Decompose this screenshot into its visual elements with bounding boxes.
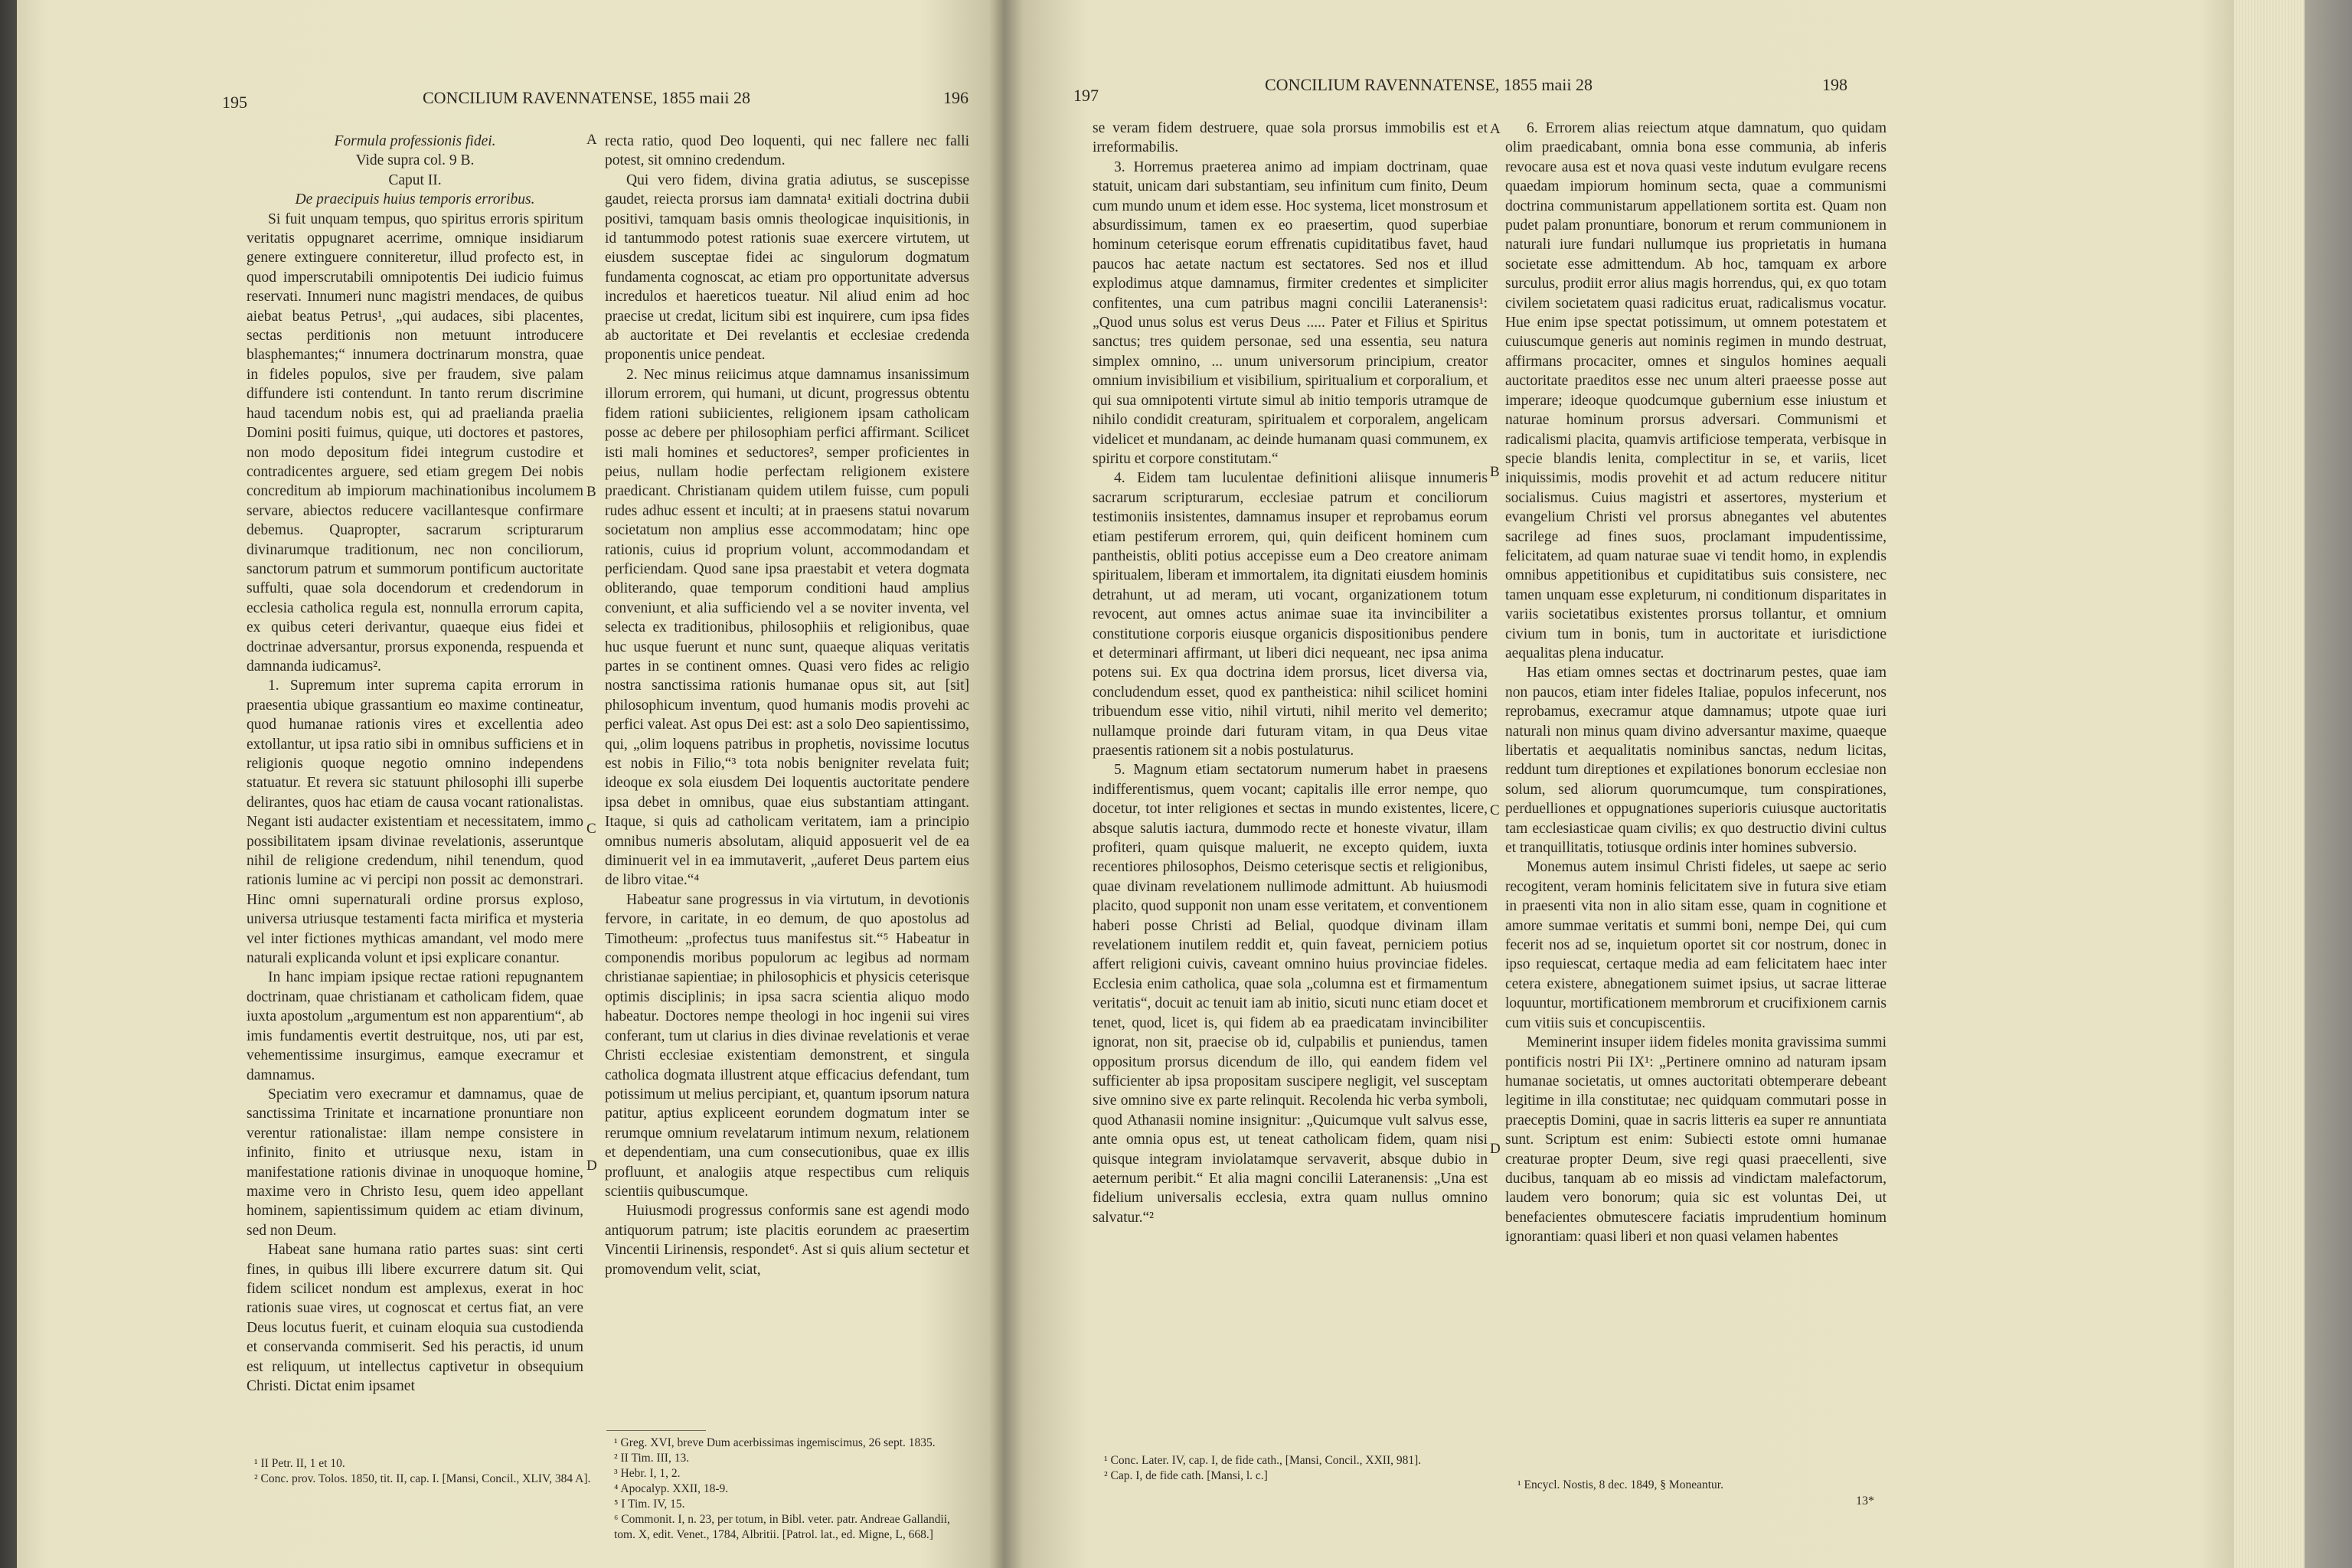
right-page-column-2	[1505, 119, 1886, 1247]
paragraph: Has etiam omnes sectas et doctrinarum pestes, quae iam non paucos, etiam inter fideles Italiae, populos infecerunt, nos reprobamus, execramur atque damnamus; utpote quae iuri naturali non minus quam divino adversantur maxime, quaeque libertatis et aequalitatis nominibus sanctas, nedum licitas, reddunt tum direptiones et expilationes bonorum ecclesiae non solum, sed aliorum quorumcumque, tum conspirationes, perduelliones et oppugnationes superioris cuiusque auctoritatis tam ecclesiasticae quam civilis; ex quo destructio divini cultus et tranquillitatis, totiusque ordinis inter homines subversio.	[1505, 665, 1886, 857]
page-number-197: 197	[1073, 86, 1099, 105]
footnote: ² Cap. I, de fide cath. [Mansi, l. c.]	[1104, 1469, 1268, 1482]
paragraph: recta ratio, quod Deo loquenti, qui nec fallere nec falli potest, sit omnino credendum.	[605, 133, 969, 169]
paragraph: 4. Eidem tam luculentae definitioni aliisque innumeris sacrarum scripturarum, ecclesiae patrum et conciliorum testimoniis insistentes, damnamus insuper et reprobamus eorum etiam pestiferum errorem, qui, quin deificent hominem cum pantheistis, obliti potius accepisse eum a Deo creatore animam spiritualem, liberam et immortalem, ita dignitati eiusdem hominis detrahunt, ut ad meram, uti vocant, organizationem totum revocent, aut omnes actus animae suae ita invincibiliter a constitutione corporis eiusque organicis dispositionibus pendere et determinari affirmant, ut liberi dici nequeant, nec ipsa anima potens sui. Ex qua doctrina idem prorsus, licet diversa via, concludendum esset, quod ex pantheistica: nihil scilicet homini tribuendum esse vitio, nihil virtuti, nihil merito vel demerito; nullamque proinde dari futuram vitam, in qua Deus vitae praesentis rationem sit a nobis postulaturus.	[1093, 470, 1488, 759]
running-title: CONCILIUM RAVENNATENSE, 1855 maii 28	[1265, 75, 1592, 94]
vide-supra: Vide supra col. 9 B.	[355, 152, 475, 169]
footnote: ¹ Greg. XVI, breve Dum acerbissimas ingemiscimus, 26 sept. 1835.	[614, 1436, 936, 1449]
section-heading: De praecipuis huius temporis erroribus.	[295, 191, 535, 208]
page-number-195: 195	[222, 93, 247, 112]
left-col1-footnotes	[254, 1456, 591, 1487]
paragraph: Monemus autem insimul Christi fideles, ut saepe ac serio recogitent, veram hominis felicitatem sive in futura sive etiam in praesenti vita non in alio sitam esse, quam in cognitione et amore summae veritatis et summi boni, nempe Dei, qui cum fecerit nos ad se, inquietum oportet sit cor nostrum, donec in ipso requiescat, certaque media ad eam felicitatem haec inter cetera existere, abnegationem suimet ipsius, ut sacrae litterae loquuntur, mortificationem membrorum et crucifixionem carnis cum vitiis suis et concupiscentiis.	[1505, 859, 1886, 1031]
paragraph: se veram fidem destruere, quae sola prorsus immobilis est et irreformabilis.	[1093, 120, 1488, 156]
caput-heading: Caput II.	[388, 172, 442, 188]
left-col2-footnotes	[614, 1436, 966, 1543]
footnote: ⁴ Apocalyp. XXII, 18-9.	[614, 1482, 729, 1495]
book-edge-shadow	[2305, 0, 2352, 1568]
page-number-198: 198	[1822, 75, 1847, 94]
margin-marker-b: B	[586, 484, 596, 500]
margin-marker-a: A	[586, 132, 597, 148]
paragraph: Qui vero fidem, divina gratia adiutus, se suscepisse gaudet, reiecta prorsus iam damnata¹ exitiali doctrina dubii positivi, tamquam basis omnis theologicae inquisitionis, in id tantummodo potest rationis suae exercere virtutem, ut eiusdem susceptae fidei ac singulorum dogmatum fundamenta cognoscat, ac etiam pro opportunitate adversus incredulos et haereticos tueatur. Nil aliud enim ad hoc praecise ut credat, licitum sibi est inquirere, cum ipsa fides ab auctoritate et Dei revelantis et ecclesiae credenda proponentis unice pendeat.	[605, 172, 969, 364]
paragraph: Speciatim vero execramur et damnamus, quae de sanctissima Trinitate et incarnatione pronuntiare non verentur rationalistae: illam nempe consistere in infinito, finito et utriusque nexu, istam in manifestatione rationis divinae in unoquoque homine, maxime vero in Christo Iesu, quem ideo appellant hominem, sapientissimum quidem ac etiam divinum, sed non Deum.	[247, 1086, 583, 1239]
footnote: ¹ Conc. Later. IV, cap. I, de fide cath., [Mansi, Concil., XXII, 981].	[1104, 1454, 1422, 1467]
paragraph: Habeat sane humana ratio partes suas: sint certi fines, in quibus illi libere excurrere datum sit. Qui fidem scilicet nondum est amplexus, exerat in hoc rationis suae vires, ut cognoscat et certus fiat, an vere Deus locutus fuerit, et cuinam eloquia sua custodienda et conservanda commiserit. Sed his peractis, id unum est reliquum, ut intellectus captivetur in obsequium Christi. Dictat enim ipsamet	[247, 1242, 583, 1394]
paragraph: Meminerint insuper iidem fideles monita gravissima summi pontificis nostri Pii IX¹: „Pertinere omnino ad naturam ipsam humanae societatis, ut omnes auctoritati obtemperare debeant legitime in illa constitutae; nec quidquam commutari posse in praeceptis Domini, quae in sacris litteris ea super re annuntiata sunt. Scriptum est enim: Subiecti estote omni humanae creaturae propter Deum, sive regi quasi praecellenti, sive ducibus, tanquam ab eo missis ad vindictam malefactorum, laudem vero bonorum; quia sic est voluntas Dei, ut benefacientes obmutescere faciatis imprudentium hominum ignorantiam: quasi liberi et non quasi velamen habentes	[1505, 1034, 1886, 1246]
footnote: ⁵ I Tim. IV, 15.	[614, 1498, 685, 1511]
paragraph: 1. Supremum inter suprema capita errorum in praesentia ubique grassantium eo maxime contineatur, quod humanae rationis vires et excellentia adeo extollantur, ut ipsa ratio sibi in omnibus sufficiens et in religionis quoque negotio omnino independens statuatur. Et revera sic statuunt philosophi illi superbe delirantes, quos hac etiam de causa vocant rationalistas. Negant isti audacter existentiam et necessitatem, immo possibilitatem ipsam divinae revelationis, asseruntque nihil de religione credendum, nihil tenendum, quod rationis lumine ac vi percipi non possit ac demonstrari. Hinc omni supernaturali ordine prorsus exploso, universa utriusque testamenti facta mirifica et mysteria vel inter fictiones mythicas amandant, vel modo mere naturali explicanda volunt et ipsi explicare conantur.	[247, 678, 583, 967]
margin-marker-b: B	[1490, 464, 1500, 480]
footnote: ³ Hebr. I, 1, 2.	[614, 1467, 681, 1480]
margin-marker-c: C	[1490, 802, 1500, 818]
footnote: ⁶ Commonit. I, n. 23, per totum, in Bibl. veter. patr. Andreae Gallandii, tom. X, edit. Venet., 1784, Albritii. [Patrol. lat., ed. Migne, L, 668.]	[614, 1513, 950, 1541]
signature-mark: 13*	[1856, 1494, 1874, 1508]
left-page-column-1	[247, 132, 583, 1396]
footnote: ² Conc. prov. Tolos. 1850, tit. II, cap. I. [Mansi, Concil., XLIV, 384 A].	[254, 1472, 591, 1485]
footnote: ² II Tim. III, 13.	[614, 1452, 690, 1465]
margin-marker-c: C	[586, 821, 596, 837]
right-col1-footnotes	[1104, 1453, 1487, 1484]
paragraph: In hanc impiam ipsique rectae rationi repugnantem doctrinam, quae christianam et catholicam fidem, quae iuxta apostolum „argumentum est non apparentium“, ab imis fundamentis evertit destruitque, nos, uti par est, vehementissime insurgimus, eamque execramur et damnamus.	[247, 969, 583, 1083]
margin-marker-a: A	[1490, 121, 1501, 137]
page-number-196: 196	[943, 88, 969, 107]
paragraph: Huiusmodi progressus conformis sane est agendi modo antiquorum patrum; iste placitis eorundem ac praesertim Vincentii Lirinensis, respondet⁶. Ast si quis alium sectetur et promovendum velit, sciat,	[605, 1203, 969, 1278]
paragraph: 6. Errorem alias reiectum atque damnatum, quo quidam olim praedicabant, omnia bona esse communia, ab inferis revocare ausa est et nova quasi veste indutum evulgare recens quaedam impiorum hominum secta, quae a communismi doctrina communistarum appellationem sortita est. Quam non pudet palam pronuntiare, bonorum et rerum communionem in naturali iure fundari nullumque ius proprietatis in humana societate esse admittendum. Ab hoc, tamquam ex arbore surculus, prodiit error alius magis horrendus, qui, ex quo totam civilem societatem quasi radicitus eruat, radicalismus vocatur. Hue enim ipse spectat potissimum, ut omnem potestatem et cuiuscumque generis aut nominis regimen in mundo destruat, affirmans procaciter, omnes et singulos homines aequali auctoritate praeditos esse nec unum alteri praeesse posse aut imperare; ideoque quodcumque gubernium esse iniustum et naturae hominum prorsus adversari. Communismi et radicalismi placita, quamvis artificiose temperata, verbisque in specie blandis lenita, complectitur in se, et variis, licet iniquissimis, modis provehit et ad actum reducere nititur socialismus. Cuius magistri et assertores, mysterium et evangelium Christi vel prorsus abnegantes vel abutentes sacrilege ad fines suos, proclamant impudentissime, felicitatem, ad quam naturae suae vi tendit homo, in explendis omnibus appetitionibus et cupiditatibus suis consistere, nec tamen unquam esse expleturum, ni conditionum disparitates in variis societatibus existentes prorsus tollantur, et omnium civium tum in bonis, tum in auctoritate et iurisdictione aequalitas plena inducatur.	[1505, 120, 1886, 662]
book-page-edges	[2234, 0, 2305, 1568]
paragraph: Si fuit unquam tempus, quo spiritus erroris spiritum veritatis oppugnaret acerrime, omnique insidiarum genere extinguere conniteretur, illud profecto est, in quod imperscrutabili omnipotentis Dei iudicio fuimus reservati. Innumeri nunc magistri mendaces, de quibus aiebat beatus Petrus¹, „qui audaces, sibi placentes, sectas perditionis non metuunt introducere blasphemantes;“ innumera doctrinarum monstra, quae in fideles populos, sive per fraudem, sive palam diffundere isti contendunt. In tanto rerum discrimine haud tacendum nobis est, qui ad praelianda praelia Domini positi fuimus, quique, uti doctores et pastores, non modo depositum fidei integrum custodire et contradicentes arguere, sed etiam gregem Dei nobis concreditum ab impiorum machinationibus incolumem servare, abiectos reducere vacillantesque confirmare debemus. Quapropter, sacrarum scripturarum divinarumque traditionum, nec non conciliorum, sanctorum patrum et summorum pontificum auctoritate suffulti, quae sola docendorum et credendorum in ecclesia catholica regula est, nonnulla errorum capita, ex quibus ceteri derivantur, quaeque eius fidei et doctrinae adversantur, prorsus exponenda, respuenda et damnanda iudicamus².	[247, 211, 583, 675]
left-page-column-2	[605, 132, 969, 1279]
footnote-rule	[606, 1430, 706, 1431]
footnote: ¹ II Petr. II, 1 et 10.	[254, 1457, 345, 1470]
paragraph: Habeatur sane progressus in via virtutum, in devotionis fervore, in caritate, in eo demum, de quo apostolus ad Timotheum: „profectus tuus manifestus sit.“⁵ Habeatur in componendis moribus populorum ac legibus ad normam christianae sapientiae; in philosophicis et physicis ceterisque optimis disciplinis; in ipsa sacra scientia aliquo modo habeatur. Doctores nempe theologi in hoc ingenii sui vires conferant, tum ut clarius in dies divinae revelationis et verae Christi ecclesiae existentiam demonstrent, et singula catholica dogmata illustrent atque efficacius defendant, tum potissimum ut melius percipiant, et, quantum ipsorum natura patitur, aptius expliceent eorundem dogmatum inter se rerumque omnium revelatarum intimum nexum, relationem et dependentiam, una cum consecutionibus, quae ex illis profluunt, et analogiis atque respectibus cum reliquis scientiis quibuscumque.	[605, 891, 969, 1200]
margin-marker-d: D	[1490, 1141, 1501, 1157]
margin-marker-d: D	[586, 1158, 597, 1174]
right-col2-footnotes	[1517, 1478, 1885, 1493]
formula-heading: Formula professionis fidei.	[334, 133, 496, 149]
paragraph: 3. Horremus praeterea animo ad impiam doctrinam, quae statuit, unicam dari substantiam, seu infinitum cum finito, Deum cum mundo unum et idem esse. Hoc systema, licet monstrosum et absurdissimum, tamen ex eo praesertim, quod superbiae hominum ceterisque eorum effrenatis cupiditatibus favet, haud paucos hac aetate nactum est sectatores. Sed nos et illud explodimus atque damnamus, firmiter credentes et simpliciter confitentes, una cum patribus magni concilii Lateranensis¹: „Quod unus solus est verus Deus ..... Pater et Filius et Spiritus sanctus; tres quidem personae, sed una essentia, seu natura simplex omnino, ... unum universorum principium, creator omnium invisibilium et visibilium, spiritualium et corporalium, et qui sua omnipotenti virtute simul ab initio temporis utramque de nihilo condidit creaturam, spiritualem et corporalem, angelicam videlicet et mundanam, ac deinde humanam quasi communem, ex spiritu et corpore constitutam.“	[1093, 158, 1488, 467]
right-page	[1004, 0, 2234, 1568]
paragraph: 2. Nec minus reiicimus atque damnamus insanissimum illorum errorem, qui humani, ut dicunt, progressus obtentu fidem rationi subiicientes, religionem ipsam catholicam posse ac debere per philosophiam perfici affirmant. Scilicet isti mali homines et seductores², semper proficientes in peius, nullam hodie perfectam religionem existere praedicant. Christianam quidem utilem fuisse, cum populi rudes adhuc essent et inculti; at in praesens statui novarum societatum non amplius esse accommodatam; hinc ope rationis, cuius id proprium volunt, accommodandam et perficiendam. Quod sane ipsa praestabit et vetera dogmata obliterando, quae temporum conditioni haud amplius conveniunt, et alia sufficiendo vel a se noviter inventa, vel selecta ex traditionibus, philosophiis et religionibus, quae huc usque fuerunt et nunc sunt, quaeque aliquas veritatis partes in se continent omnes. Quasi vero fides ac religio nostra sanctissima rationis humanae opus sit, aut [sit] philosophicum inventum, quod humanis modis provehi ac perfici valeat. Ast opus Dei est: ast a solo Deo sapientissimo, qui, „olim loquens patribus in prophetis, novissime locutus est nobis in Filio,“³ tota nobis benigniter revelata fuit; ideoque ex sola eiusdem Dei loquentis auctoritate pendere ipsa debet in omnibus, quae eius substantiam attingant. Itaque, si quis ad catholicam veritatem, iam a principio omnibus numeris absolutam, aliquid apposuerit vel de ea diminuerit vel in ea immutaverit, „auferet Deus partem eius de libro vitae.“⁴	[605, 366, 969, 889]
left-page	[17, 0, 1004, 1568]
paragraph: 5. Magnum etiam sectatorum numerum habet in praesens indifferentismus, quem vocant; capitalis ille error nempe, quo docetur, tot inter religiones et sectas in mundo existentes, licere, absque salutis iactura, dummodo recte et honeste vivatur, illam profiteri, quam quisque maluerit, ne excepto quidem, iuxta recentiores philosophos, Deismo ceterisque sectis et religionibus, quae divinam revelationem nullimode admittunt. Ab huiusmodi placito, quod supponit non unam esse veritatem, et conventionem haberi posse Christi ad Belial, quodque divinam illam revelationem inutilem reddit et, quin faveat, perniciem potius affert religioni cuivis, caveant omnino huius provinciae fideles. Ecclesia enim catholica, quae sola „columna est et firmamentum veritatis“, docuit ac tenuit iam ab initio, sicuti nunc etiam docet et tenet, quod, licet is, qui fidem ab ea praedicatam invincibiliter ignorat, non sit, praecise ob id, culpabilis et puniendus, tamen oppositum prorsus dicendum de illo, qui eandem fidem vel sufficienter ab ipsa propositam suscipere negligit, vel susceptam sive omnino sive ex parte relinquit. Recolenda hic verba symboli, quod Athanasii nomine insignitur: „Quicumque vult salvus esse, ante omnia opus est, ut teneat catholicam fidem, quam nisi quisque integram inviolatamque servaverit, absque dubio in aeternum peribit.“ Et alia magni concilii Lateranensis: „Una est fidelium universalis ecclesia, extra quam nullus omnino salvatur.“²	[1093, 762, 1488, 1226]
footnote: ¹ Encycl. Nostis, 8 dec. 1849, § Moneantur.	[1517, 1478, 1723, 1491]
running-title: CONCILIUM RAVENNATENSE, 1855 maii 28	[423, 88, 750, 107]
right-page-column-1	[1093, 119, 1488, 1227]
